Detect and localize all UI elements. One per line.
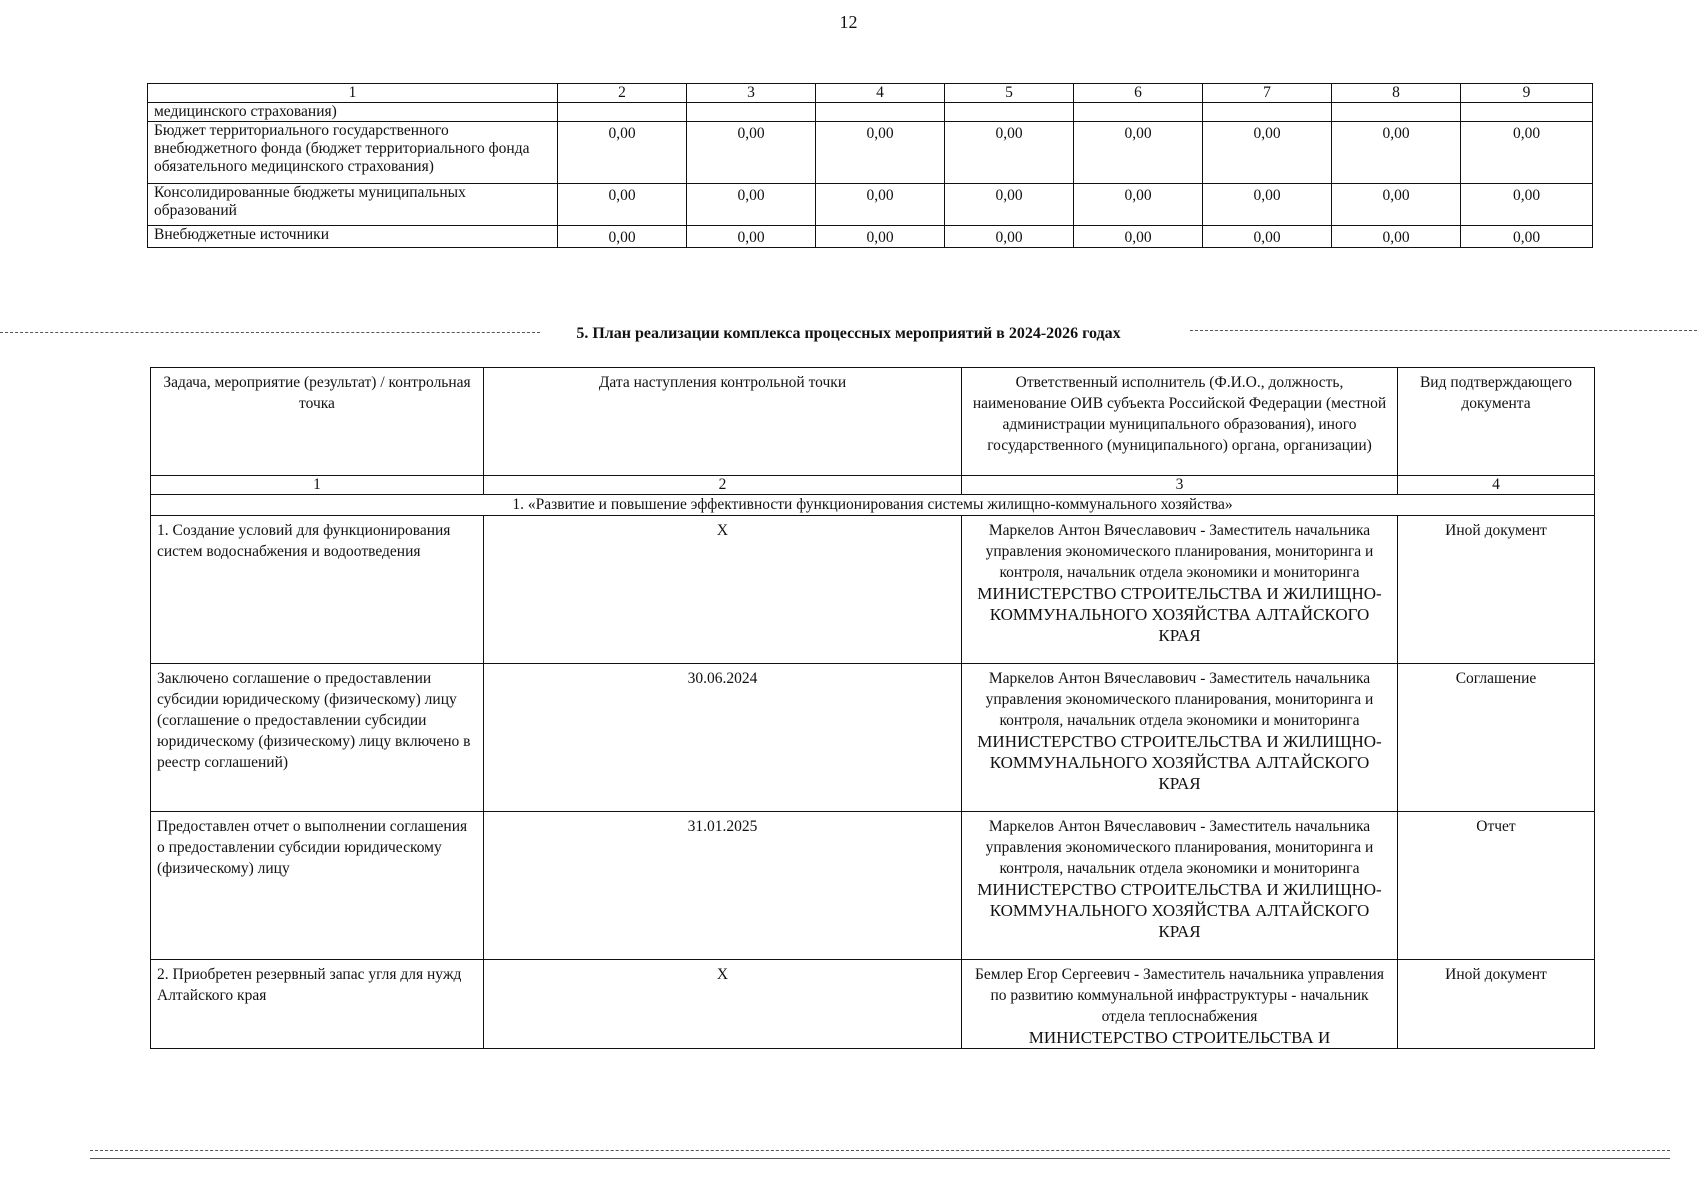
plan-document: Иной документ: [1398, 960, 1595, 1049]
column-number: 1: [151, 476, 484, 495]
budget-col-header: 3: [687, 84, 816, 103]
responsible-person: Маркелов Антон Вячеславович - Заместитель начальника управления экономического планирования, мониторинга и контроля, начальник отдела экономики и мониторинга: [985, 670, 1374, 729]
responsible-person: Маркелов Антон Вячеславович - Заместитель начальника управления экономического планирования, мониторинга и контроля, начальник отдела экономики и мониторинга: [985, 522, 1374, 581]
plan-column-numbers: [151, 476, 1595, 495]
column-number: 4: [1398, 476, 1595, 495]
plan-row: [151, 664, 1595, 812]
budget-col-header: 1: [148, 84, 558, 103]
plan-section-row: [151, 495, 1595, 516]
budget-cell: 0,00: [1203, 122, 1332, 184]
plan-date: X: [484, 516, 962, 664]
plan-document: Иной документ: [1398, 516, 1595, 664]
budget-cell: 0,00: [1203, 226, 1332, 248]
plan-responsible: [962, 516, 1398, 664]
scan-rule-bottom-1: [90, 1150, 1670, 1151]
budget-col-header: 9: [1461, 84, 1593, 103]
plan-header-task: Задача, мероприятие (результат) / контрольная точка: [151, 368, 484, 476]
budget-cell: 0,00: [558, 122, 687, 184]
responsible-ministry: МИНИСТЕРСТВО СТРОИТЕЛЬСТВА И ЖИЛИЩНО-КОММУНАЛЬНОГО ХОЗЯЙСТВА АЛТАЙСКОГО КРАЯ: [977, 584, 1382, 645]
budget-col-header: 4: [816, 84, 945, 103]
budget-col-header: 8: [1332, 84, 1461, 103]
plan-section-title: 1. «Развитие и повышение эффективности функционирования системы жилищно-коммунального хозяйства»: [151, 495, 1595, 516]
scan-rule-bottom-2: [90, 1158, 1670, 1159]
budget-cell: 0,00: [945, 226, 1074, 248]
budget-table: [147, 83, 1593, 248]
budget-cell: [1332, 103, 1461, 122]
budget-cell: 0,00: [1332, 226, 1461, 248]
responsible-person: Бемлер Егор Сергеевич - Заместитель начальника управления по развитию коммунальной инфраструктуры - начальник отдела теплоснабжения: [975, 966, 1384, 1025]
plan-task: Заключено соглашение о предоставлении субсидии юридическому (физическому) лицу (соглашение о предоставлении субсидии юридическому (физическому) лицу включено в реестр соглашений): [151, 664, 484, 812]
plan-header-row: [151, 368, 1595, 476]
budget-row: [148, 226, 1593, 248]
budget-cell: 0,00: [945, 122, 1074, 184]
plan-table: [150, 367, 1595, 1049]
budget-cell: 0,00: [1461, 184, 1593, 226]
budget-cell: [945, 103, 1074, 122]
plan-row: [151, 812, 1595, 960]
budget-cell: 0,00: [687, 226, 816, 248]
responsible-ministry: МИНИСТЕРСТВО СТРОИТЕЛЬСТВА И ЖИЛИЩНО-КОММУНАЛЬНОГО ХОЗЯЙСТВА АЛТАЙСКОГО КРАЯ: [977, 880, 1382, 941]
budget-header-row: [148, 84, 1593, 103]
budget-col-header: 7: [1203, 84, 1332, 103]
budget-row: [148, 184, 1593, 226]
budget-cell: [1203, 103, 1332, 122]
plan-task: Предоставлен отчет о выполнении соглашения о предоставлении субсидии юридическому (физическому) лицу: [151, 812, 484, 960]
budget-cell: 0,00: [1074, 184, 1203, 226]
budget-cell: [1461, 103, 1593, 122]
budget-cell: [1074, 103, 1203, 122]
budget-row: [148, 122, 1593, 184]
budget-cell: 0,00: [558, 226, 687, 248]
budget-row-label: Бюджет территориального государственного внебюджетного фонда (бюджет территориального фонда обязательного медицинского страхования): [148, 122, 558, 184]
budget-cell: [816, 103, 945, 122]
plan-header-responsible: Ответственный исполнитель (Ф.И.О., должность, наименование ОИВ субъекта Российской Федерации (местной администрации муниципального образования), иного государственного (муниципального) органа, организации): [962, 368, 1398, 476]
plan-date: 30.06.2024: [484, 664, 962, 812]
plan-responsible: [962, 664, 1398, 812]
budget-row-label: Консолидированные бюджеты муниципальных образований: [148, 184, 558, 226]
budget-cell: 0,00: [816, 226, 945, 248]
budget-cell: 0,00: [816, 122, 945, 184]
plan-task: 2. Приобретен резервный запас угля для нужд Алтайского края: [151, 960, 484, 1049]
responsible-ministry: МИНИСТЕРСТВО СТРОИТЕЛЬСТВА И ЖИЛИЩНО-КОММУНАЛЬНОГО ХОЗЯЙСТВА АЛТАЙСКОГО КРАЯ: [977, 732, 1382, 793]
plan-task: 1. Создание условий для функционирования систем водоснабжения и водоотведения: [151, 516, 484, 664]
budget-cell: 0,00: [1074, 122, 1203, 184]
budget-cell: 0,00: [1203, 184, 1332, 226]
plan-row: [151, 516, 1595, 664]
budget-cell: 0,00: [1332, 184, 1461, 226]
budget-cell: 0,00: [1074, 226, 1203, 248]
plan-responsible: [962, 812, 1398, 960]
plan-date: 31.01.2025: [484, 812, 962, 960]
responsible-ministry: МИНИСТЕРСТВО СТРОИТЕЛЬСТВА И: [1028, 1028, 1331, 1047]
budget-cell: [687, 103, 816, 122]
page-number: 12: [839, 12, 858, 32]
plan-row: [151, 960, 1595, 1049]
responsible-person: Маркелов Антон Вячеславович - Заместитель начальника управления экономического планирования, мониторинга и контроля, начальник отдела экономики и мониторинга: [985, 818, 1374, 877]
plan-responsible: [962, 960, 1398, 1049]
budget-cell: 0,00: [1332, 122, 1461, 184]
budget-col-header: 6: [1074, 84, 1203, 103]
budget-cell: 0,00: [1461, 226, 1593, 248]
budget-row-label: медицинского страхования): [148, 103, 558, 122]
budget-cell: 0,00: [558, 184, 687, 226]
budget-cell: 0,00: [687, 122, 816, 184]
budget-col-header: 5: [945, 84, 1074, 103]
budget-cell: 0,00: [816, 184, 945, 226]
plan-date: X: [484, 960, 962, 1049]
budget-col-header: 2: [558, 84, 687, 103]
budget-cell: 0,00: [1461, 122, 1593, 184]
column-number: 2: [484, 476, 962, 495]
plan-header-document: Вид подтверждающего документа: [1398, 368, 1595, 476]
plan-document: Соглашение: [1398, 664, 1595, 812]
budget-row: [148, 103, 1593, 122]
budget-cell: 0,00: [945, 184, 1074, 226]
budget-cell: [558, 103, 687, 122]
budget-cell: 0,00: [687, 184, 816, 226]
plan-document: Отчет: [1398, 812, 1595, 960]
column-number: 3: [962, 476, 1398, 495]
section-title: 5. План реализации комплекса процессных мероприятий в 2024-2026 годах: [576, 325, 1121, 342]
budget-row-label: Внебюджетные источники: [148, 226, 558, 248]
plan-header-date: Дата наступления контрольной точки: [484, 368, 962, 476]
